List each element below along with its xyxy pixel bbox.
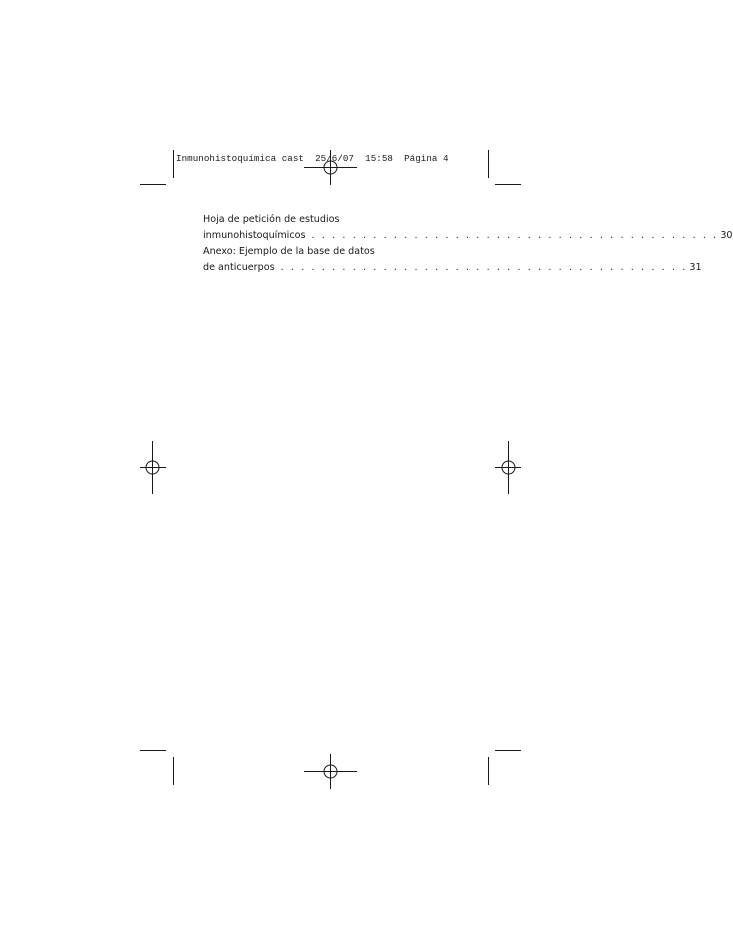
- registration-mark-left-icon: [140, 441, 166, 494]
- toc-dot-leader: . . . . . . . . . . . . . . . . . . . . . . . . . . . . . . . . . . . . . . . .: [311, 230, 719, 241]
- toc-entry: [203, 212, 733, 244]
- toc-entry-title-line: Hoja de petición de estudios: [203, 214, 340, 225]
- registration-mark-bottom-icon: [304, 754, 357, 789]
- toc-entry: [203, 244, 702, 276]
- table-of-contents: [203, 212, 733, 276]
- registration-mark-right-icon: [495, 441, 521, 494]
- toc-entry-title-line: Anexo: Ejemplo de la base de datos: [203, 246, 375, 257]
- toc-dot-leader: . . . . . . . . . . . . . . . . . . . . . . . . . . . . . . . . . . . . . . . .: [280, 262, 688, 273]
- toc-page-number: 31: [689, 262, 702, 273]
- toc-page-number: 30: [720, 230, 733, 241]
- toc-entry-title: inmunohistoquímicos: [203, 230, 306, 241]
- toc-entry-final-line: [203, 228, 733, 244]
- toc-entry-final-line: [203, 260, 702, 276]
- toc-entry-title: de anticuerpos: [203, 262, 275, 273]
- printer-slug-line: Inmunohistoquímica cast 25/6/07 15:58 Página 4: [176, 153, 449, 164]
